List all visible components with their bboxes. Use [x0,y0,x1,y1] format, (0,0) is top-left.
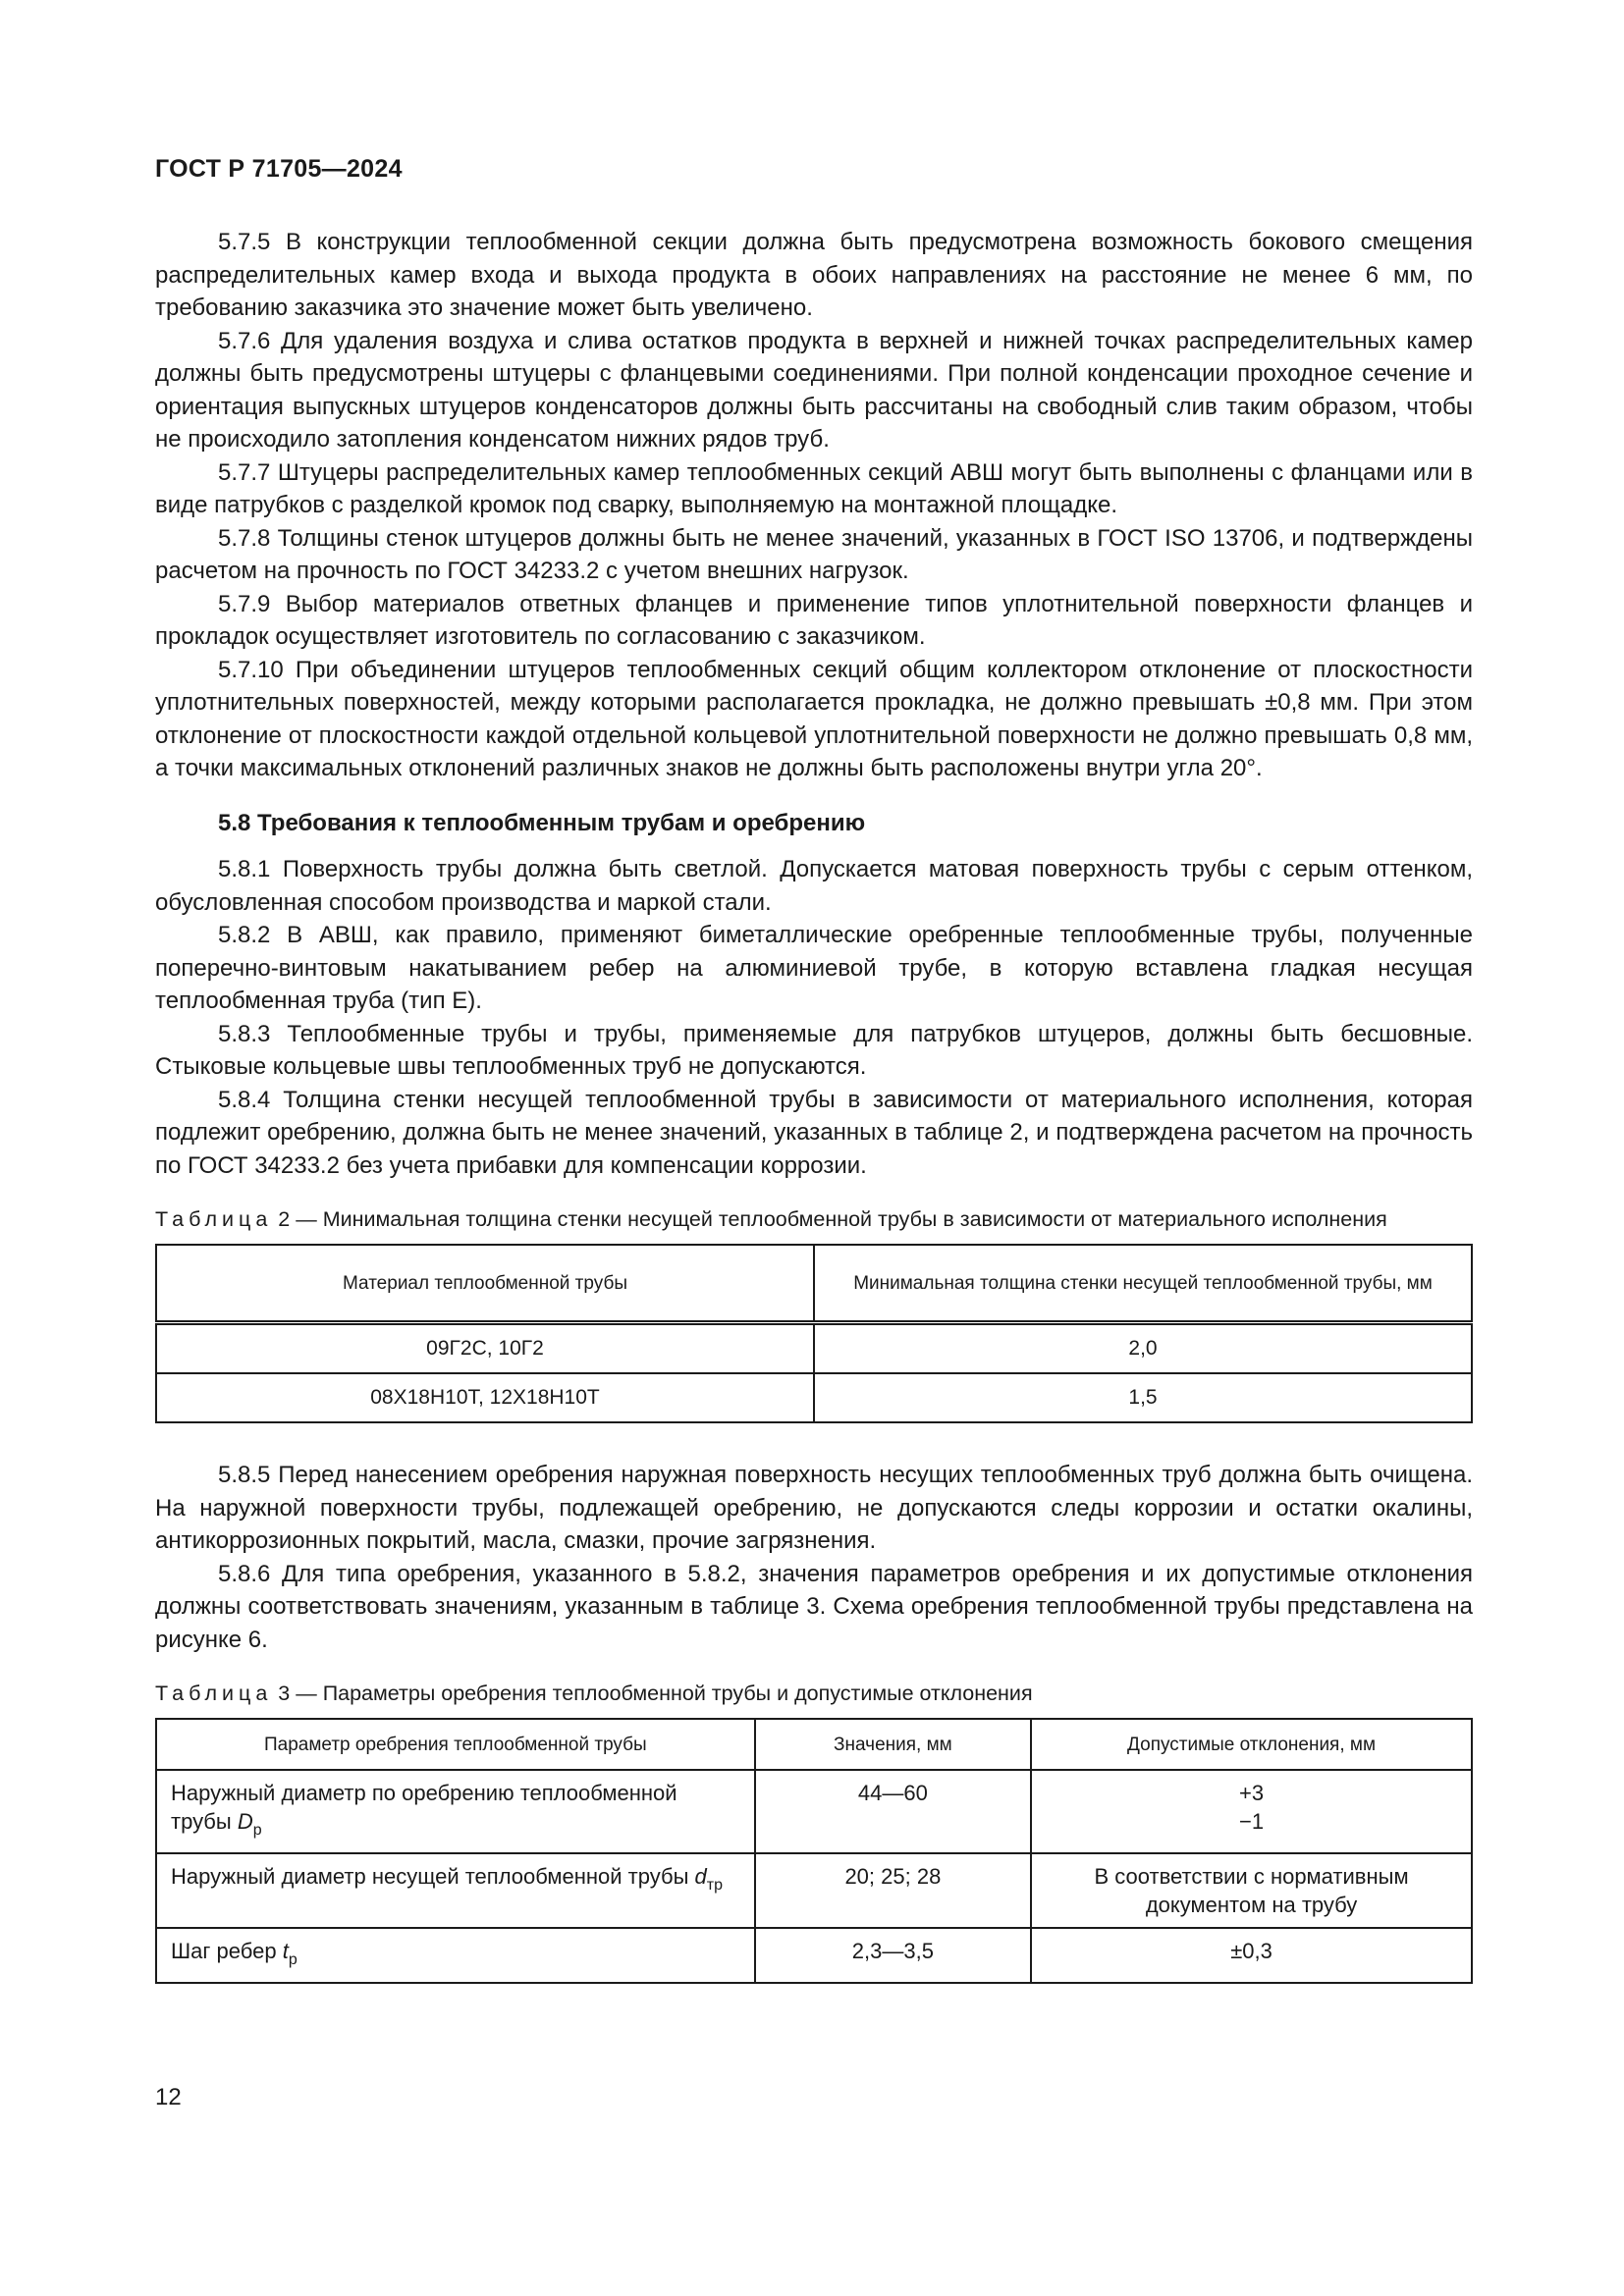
page-number: 12 [155,2084,182,2110]
table-3-header-values: Значения, мм [755,1719,1031,1770]
table-2-label: Таблица [155,1207,273,1231]
paragraph-5-8-4: 5.8.4 Толщина стенки несущей теплообменной трубы в зависимости от материального исполнения, которая подлежит оребрению, должна быть не менее значений, указанных в таблице 2, и подтверждена расчетом на прочность по ГОСТ 34233.2 без учета прибавки для компенсации коррозии. [155,1086,1473,1179]
table-3-value-cell: 20; 25; 28 [755,1853,1031,1928]
paragraph-5-7-10: 5.7.10 При объединении штуцеров теплообменных секций общим коллектором отклонение от плоскостности уплотнительных поверхностей, между которыми располагается прокладка, не должно превышать ±0,8 мм. При этом отклонение от плоскостности каждой отдельной кольцевой уплотнительной поверхности не должно превышать 0,8 мм, а точки максимальных отклонений различных знаков не должны быть расположены внутри угла 20°. [155,656,1473,781]
table-2-header-material: Материал теплообменной трубы [156,1245,814,1323]
table-3-label: Таблица [155,1682,273,1705]
paragraph-5-8-1: 5.8.1 Поверхность трубы должна быть светлой. Допускается матовая поверхность трубы с серым оттенком, обусловленная способом производства и маркой стали. [155,856,1473,916]
table-header-row [156,1719,1472,1770]
table-2-cell: 2,0 [814,1323,1472,1374]
paragraph-5-7-5: 5.7.5 В конструкции теплообменной секции должна быть предусмотрена возможность бокового смещения распределительных камер входа и выхода продукта в обоих направлениях на расстояние не менее 6 мм, по требованию заказчика это значение может быть увеличено. [155,229,1473,321]
table-3-value-cell: 2,3—3,5 [755,1928,1031,1983]
table-row [156,1373,1472,1422]
table-header-row [156,1245,1472,1323]
table-3-tolerance-cell: В соответствии с нормативным документом на трубу [1031,1853,1472,1928]
table-2-caption-text: 2 — Минимальная толщина стенки несущей теплообменной трубы в зависимости от материального исполнения [272,1207,1387,1231]
paragraph-5-7-7: 5.7.7 Штуцеры распределительных камер теплообменных секций АВШ могут быть выполнены с фланцами или в виде патрубков с разделкой кромок под сварку, выполняемую на монтажной площадке. [155,458,1473,518]
table-3-param-cell: Наружный диаметр по оребрению теплообменной трубы $D_р$ [156,1770,755,1853]
page-body [155,226,1473,1984]
table-3-caption [155,1680,1473,1708]
table-3-caption-text: 3 — Параметры оребрения теплообменной трубы и допустимые отклонения [272,1682,1033,1705]
table-3-header-tolerances: Допустимые отклонения, мм [1031,1719,1472,1770]
paragraph-5-8-2: 5.8.2 В АВШ, как правило, применяют биметаллические оребренные теплообменные трубы, полученные поперечно-винтовым накатыванием ребер на алюминиевой трубе, в которую вставлена гладкая несущая теплообменная труба (тип Е). [155,922,1473,1014]
table-2-cell: 08Х18Н10Т, 12Х18Н10Т [156,1373,814,1422]
table-row [156,1853,1472,1928]
table-3-param-cell: Наружный диаметр несущей теплообменной трубы $d_{тр}$ [156,1853,755,1928]
table-3-tolerance-cell: ±0,3 [1031,1928,1472,1983]
table-2-cell: 1,5 [814,1373,1472,1422]
table-row [156,1323,1472,1374]
paragraph-5-8-3: 5.8.3 Теплообменные трубы и трубы, применяемые для патрубков штуцеров, должны быть бесшовные. Стыковые кольцевые швы теплообменных труб не допускаются. [155,1020,1473,1080]
table-3-param-cell: Шаг ребер $t_р$ [156,1928,755,1983]
table-2-header-thickness: Минимальная толщина стенки несущей теплообменной трубы, мм [814,1245,1472,1323]
paragraph-5-7-8: 5.7.8 Толщины стенок штуцеров должны быть не менее значений, указанных в ГОСТ ISO 13706, и подтверждены расчетом на прочность по ГОСТ 34233.2 с учетом внешних нагрузок. [155,524,1473,584]
table-2-cell: 09Г2С, 10Г2 [156,1323,814,1374]
paragraph-5-8-5: 5.8.5 Перед нанесением оребрения наружная поверхность несущих теплообменных труб должна быть очищена. На наружной поверхности трубы, подлежащей оребрению, не допускаются следы коррозии и остатки окалины, антикоррозионных покрытий, масла, смазки, прочие загрязнения. [155,1462,1473,1554]
table-3 [155,1718,1473,1984]
paragraph-5-7-9: 5.7.9 Выбор материалов ответных фланцев и применение типов уплотнительной поверхности фланцев и прокладок осуществляет изготовитель по согласованию с заказчиком. [155,590,1473,650]
document-code-header: ГОСТ Р 71705—2024 [155,155,403,183]
table-2 [155,1244,1473,1423]
table-3-value-cell: 44—60 [755,1770,1031,1853]
section-heading-5-8: 5.8 Требования к теплообменным трубам и оребрению [218,809,866,836]
table-2-caption [155,1205,1473,1234]
table-row [156,1928,1472,1983]
paragraph-5-8-6: 5.8.6 Для типа оребрения, указанного в 5.8.2, значения параметров оребрения и их допустимые отклонения должны соответствовать значениям, указанным в таблице 3. Схема оребрения теплообменной трубы представлена на рисунке 6. [155,1560,1473,1653]
table-3-header-parameter: Параметр оребрения теплообменной трубы [156,1719,755,1770]
table-3-tolerance-cell: +3 −1 [1031,1770,1472,1853]
table-row [156,1770,1472,1853]
paragraph-5-7-6: 5.7.6 Для удаления воздуха и слива остатков продукта в верхней и нижней точках распределительных камер должны быть предусмотрены штуцеры с фланцевыми соединениями. При полной конденсации проходное сечение и ориентация выпускных штуцеров конденсаторов должны быть рассчитаны на свободный слив таким образом, чтобы не происходило затопления конденсатом нижних рядов труб. [155,327,1473,453]
